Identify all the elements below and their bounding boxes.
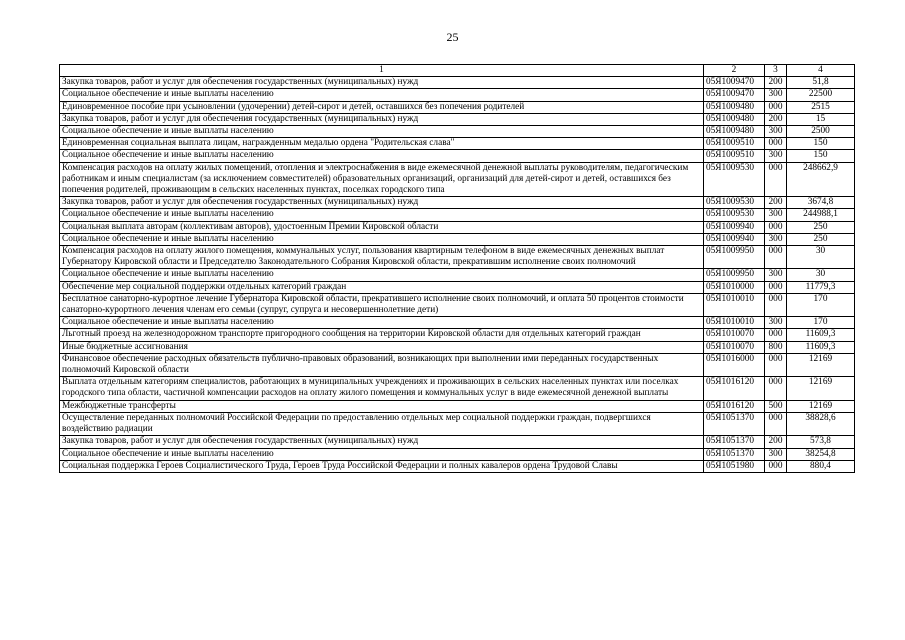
amount-cell: 150 <box>787 138 855 150</box>
budget-code-cell: 05Я1009950 <box>704 269 765 281</box>
expense-name-cell: Обеспечение мер социальной поддержки отдельных категорий граждан <box>60 281 704 293</box>
amount-cell: 30 <box>787 269 855 281</box>
expense-type-cell: 300 <box>765 269 787 281</box>
budget-code-cell: 05Я1009530 <box>704 162 765 197</box>
amount-cell: 2500 <box>787 126 855 138</box>
budget-code-cell: 05Я1009470 <box>704 77 765 89</box>
expense-name-cell: Компенсация расходов на оплату жилого помещения, коммунальных услуг, пользования квартирным телефоном в виде ежемесячных денежных выплат Губернатору Кировской области и Председателю Законодательного Собрания Кировской области, прекратившим исполнение своих полномочий <box>60 246 704 269</box>
amount-cell: 38254,8 <box>787 448 855 460</box>
table-row <box>60 113 855 125</box>
expense-type-cell: 000 <box>765 293 787 316</box>
budget-code-cell: 05Я1009940 <box>704 221 765 233</box>
expense-type-cell: 300 <box>765 126 787 138</box>
table-row <box>60 221 855 233</box>
table-row <box>60 150 855 162</box>
table-row <box>60 341 855 353</box>
expense-type-cell: 000 <box>765 329 787 341</box>
expense-type-cell: 000 <box>765 377 787 400</box>
expense-name-cell: Социальное обеспечение и иные выплаты населению <box>60 89 704 101</box>
budget-code-cell: 05Я1009950 <box>704 246 765 269</box>
amount-cell: 12169 <box>787 400 855 412</box>
budget-code-cell: 05Я1010010 <box>704 317 765 329</box>
expense-type-cell: 000 <box>765 412 787 435</box>
budget-code-cell: 05Я1010070 <box>704 341 765 353</box>
budget-code-cell: 05Я1009510 <box>704 138 765 150</box>
table-row <box>60 197 855 209</box>
expense-type-cell: 200 <box>765 436 787 448</box>
expense-type-cell: 000 <box>765 221 787 233</box>
expense-name-cell: Социальное обеспечение и иные выплаты населению <box>60 126 704 138</box>
expense-name-cell: Социальное обеспечение и иные выплаты населению <box>60 317 704 329</box>
table-row <box>60 329 855 341</box>
table-row <box>60 126 855 138</box>
expense-name-cell: Социальное обеспечение и иные выплаты населению <box>60 269 704 281</box>
budget-code-cell: 05Я1009480 <box>704 113 765 125</box>
amount-cell: 11609,3 <box>787 341 855 353</box>
budget-code-cell: 05Я1009530 <box>704 209 765 221</box>
budget-code-cell: 05Я1009480 <box>704 101 765 113</box>
budget-code-cell: 05Я1010010 <box>704 293 765 316</box>
expense-type-cell: 300 <box>765 209 787 221</box>
amount-cell: 2515 <box>787 101 855 113</box>
expense-name-cell: Иные бюджетные ассигнования <box>60 341 704 353</box>
expense-type-cell: 000 <box>765 460 787 472</box>
amount-cell: 248662,9 <box>787 162 855 197</box>
expense-type-cell: 200 <box>765 113 787 125</box>
table-row <box>60 377 855 400</box>
budget-code-cell: 05Я1009510 <box>704 150 765 162</box>
expense-type-cell: 500 <box>765 400 787 412</box>
table-row <box>60 436 855 448</box>
expense-type-cell: 000 <box>765 281 787 293</box>
table-row <box>60 162 855 197</box>
table-row <box>60 448 855 460</box>
expense-type-cell: 200 <box>765 77 787 89</box>
expense-type-cell: 000 <box>765 101 787 113</box>
table-row <box>60 209 855 221</box>
expense-name-cell: Социальное обеспечение и иные выплаты населению <box>60 209 704 221</box>
expense-name-cell: Социальное обеспечение и иные выплаты населению <box>60 233 704 245</box>
amount-cell: 30 <box>787 246 855 269</box>
table-row <box>60 460 855 472</box>
amount-cell: 880,4 <box>787 460 855 472</box>
table-row <box>60 77 855 89</box>
expense-name-cell: Единовременное пособие при усыновлении (удочерении) детей-сирот и детей, оставшихся без попечения родителей <box>60 101 704 113</box>
expense-type-cell: 000 <box>765 353 787 376</box>
amount-cell: 250 <box>787 233 855 245</box>
table-row <box>60 89 855 101</box>
expense-type-cell: 300 <box>765 317 787 329</box>
amount-cell: 11609,3 <box>787 329 855 341</box>
expense-name-cell: Бесплатное санаторно-курортное лечение Губернатора Кировской области, прекратившего исполнение своих полномочий, и оплата 50 процентов стоимости санаторно-курортного лечения членам его семьи (супруг, супруга и несовершеннолетние дети) <box>60 293 704 316</box>
expense-type-cell: 000 <box>765 162 787 197</box>
budget-code-cell: 05Я1051370 <box>704 412 765 435</box>
budget-code-cell: 05Я1016120 <box>704 377 765 400</box>
expense-type-cell: 300 <box>765 448 787 460</box>
expense-name-cell: Социальная поддержка Героев Социалистического Труда, Героев Труда Российской Федерации и полных кавалеров ордена Трудовой Славы <box>60 460 704 472</box>
budget-code-cell: 05Я1016120 <box>704 400 765 412</box>
expense-type-cell: 800 <box>765 341 787 353</box>
amount-cell: 150 <box>787 150 855 162</box>
expense-type-cell: 000 <box>765 138 787 150</box>
budget-code-cell: 05Я1009940 <box>704 233 765 245</box>
table-row <box>60 138 855 150</box>
header-col-4: 4 <box>787 65 855 77</box>
expense-name-cell: Закупка товаров, работ и услуг для обеспечения государственных (муниципальных) нужд <box>60 77 704 89</box>
expense-type-cell: 300 <box>765 150 787 162</box>
budget-code-cell: 05Я1051370 <box>704 448 765 460</box>
expense-name-cell: Межбюджетные трансферты <box>60 400 704 412</box>
expense-name-cell: Выплата отдельным категориям специалистов, работающих в муниципальных учреждениях и проживающих в сельских населенных пунктах или поселках городского типа области, частичной компенсации расходов на оплату жилого помещения и коммунальных услуг в виде ежемесячной денежной выплаты <box>60 377 704 400</box>
budget-code-cell: 05Я1051370 <box>704 436 765 448</box>
table-row <box>60 317 855 329</box>
expense-type-cell: 000 <box>765 246 787 269</box>
amount-cell: 573,8 <box>787 436 855 448</box>
table-row <box>60 353 855 376</box>
table-row <box>60 293 855 316</box>
table-header-row <box>60 65 855 77</box>
expense-type-cell: 300 <box>765 233 787 245</box>
expense-name-cell: Осуществление переданных полномочий Российской Федерации по предоставлению отдельных мер социальной поддержки граждан, подвергшихся воздействию радиации <box>60 412 704 435</box>
amount-cell: 12169 <box>787 353 855 376</box>
expense-name-cell: Социальное обеспечение и иные выплаты населению <box>60 448 704 460</box>
budget-code-cell: 05Я1009530 <box>704 197 765 209</box>
budget-code-cell: 05Я1010070 <box>704 329 765 341</box>
header-col-1: 1 <box>60 65 704 77</box>
expense-type-cell: 200 <box>765 197 787 209</box>
amount-cell: 250 <box>787 221 855 233</box>
expense-name-cell: Компенсация расходов на оплату жилых помещений, отопления и электроснабжения в виде ежемесячной денежной выплаты руководителям, педагогическим работникам и иным специалистам (за исключением совместителей) образовательных организаций, организаций для детей-сирот и детей, оставшихся без попечения родителей, проживающим в сельских населенных пунктах, поселках городского типа <box>60 162 704 197</box>
expense-name-cell: Единовременная социальная выплата лицам, награжденным медалью ордена "Родительская слава" <box>60 138 704 150</box>
table-row <box>60 101 855 113</box>
expense-name-cell: Льготный проезд на железнодорожном транспорте пригородного сообщения на территории Кировской области для отдельных категорий граждан <box>60 329 704 341</box>
amount-cell: 38828,6 <box>787 412 855 435</box>
amount-cell: 170 <box>787 317 855 329</box>
amount-cell: 51,8 <box>787 77 855 89</box>
expense-type-cell: 300 <box>765 89 787 101</box>
expense-name-cell: Закупка товаров, работ и услуг для обеспечения государственных (муниципальных) нужд <box>60 113 704 125</box>
amount-cell: 11779,3 <box>787 281 855 293</box>
table-row <box>60 233 855 245</box>
expense-name-cell: Закупка товаров, работ и услуг для обеспечения государственных (муниципальных) нужд <box>60 436 704 448</box>
budget-code-cell: 05Я1010000 <box>704 281 765 293</box>
budget-code-cell: 05Я1009470 <box>704 89 765 101</box>
amount-cell: 22500 <box>787 89 855 101</box>
amount-cell: 3674,8 <box>787 197 855 209</box>
budget-code-cell: 05Я1051980 <box>704 460 765 472</box>
table-row <box>60 400 855 412</box>
budget-code-cell: 05Я1016000 <box>704 353 765 376</box>
budget-code-cell: 05Я1009480 <box>704 126 765 138</box>
expense-name-cell: Финансовое обеспечение расходных обязательств публично-правовых образований, возникающих при выполнении ими переданных государственных полномочий Кировской области <box>60 353 704 376</box>
page-number: 25 <box>446 30 459 44</box>
amount-cell: 244988,1 <box>787 209 855 221</box>
amount-cell: 15 <box>787 113 855 125</box>
expense-name-cell: Социальное обеспечение и иные выплаты населению <box>60 150 704 162</box>
amount-cell: 170 <box>787 293 855 316</box>
expense-name-cell: Закупка товаров, работ и услуг для обеспечения государственных (муниципальных) нужд <box>60 197 704 209</box>
header-col-3: 3 <box>765 65 787 77</box>
table-row <box>60 269 855 281</box>
expense-name-cell: Социальная выплата авторам (коллективам авторов), удостоенным Премии Кировской области <box>60 221 704 233</box>
table-row <box>60 281 855 293</box>
table-row <box>60 246 855 269</box>
table-row <box>60 412 855 435</box>
budget-table <box>59 64 855 473</box>
amount-cell: 12169 <box>787 377 855 400</box>
header-col-2: 2 <box>704 65 765 77</box>
